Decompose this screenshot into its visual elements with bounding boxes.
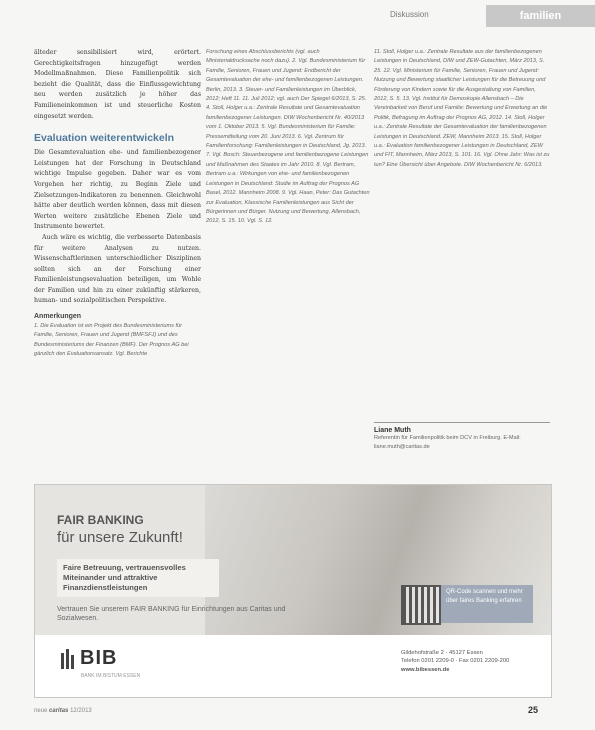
footer-text: neue xyxy=(34,708,48,714)
divider xyxy=(374,422,550,423)
author-name: Liane Muth xyxy=(374,427,411,434)
contact-line: Telefon 0201 2209-0 · Fax 0201 2209-200 xyxy=(401,658,510,665)
ad-headline: FAIR BANKING xyxy=(57,513,144,527)
ad-callout: QR-Code scannen und mehr über faires Banking erfahren xyxy=(441,585,533,623)
contact-block xyxy=(401,649,509,674)
ad-box: Faire Betreuung, vertrauensvolles Miteinander und attraktive Finanzdienstleistungen xyxy=(57,559,219,597)
column-2 xyxy=(206,48,370,227)
footer-issue: 12/2013 xyxy=(70,708,92,714)
footer-brand: caritas xyxy=(49,708,69,714)
bib-logo-icon xyxy=(61,649,75,669)
notes-heading: Anmerkungen xyxy=(34,313,82,321)
page-number: 25 xyxy=(528,705,539,715)
section-tab: familien xyxy=(486,5,595,27)
bib-logo xyxy=(61,647,117,670)
website-link[interactable]: www.bibessen.de xyxy=(401,666,450,673)
footnotes: Forschung eines Abschlussberichts (vgl. auch Ministerialdrucksache noch dazu). 2. Vgl. Bundesministerium für Familie, Senioren, Frauen und Jugend: Endbericht der Gesamtevaluation der ehe- und familienbezogenen Leistungen. Berlin, 2013. 3. Steuer- und Familienleistungen im Überblick, 2012; Heft 11. 11. Juli 2012; vgl. auch Der Spiegel 6/2013, S. 25. 4. Stoll, Holger u.a.: Zentrale Resultate und Gesamtevaluation familienbezogener Leistungen. DIW Wochenbericht Nr. 40/2013 vom 1. Oktober 2013. 5. Vgl. Bundesministerium für Familie: Pressemitteilung vom 20. Juni 2013. 6. Vgl. Zentrum für Familienforschung: Familienleistungen in Deutschland, Jg. 2013. 7. Vgl. Bosch: Steuerbezogene und familienbezogene Leistungen und Maßnahmen des Staates im Jahr 2010. 8. Vgl. Bertram, Bertram u.a.: Wirkungen von ehe- und familienbezogenen Leistungen in Deutschland: Studie im Auftrag der Prognos AG Basel, 2012. Mannheim 2008. 9. Vgl. Haan, Peter: Das Gutachten zur Evaluation, Klassische Familienleistungen aus Sicht der Bürgerinnen und Bürger. Nutzung und Bewertung, Allensbach, 2012, S. 15. 10. Vgl. S. 12. xyxy=(206,49,370,225)
advertisement[interactable] xyxy=(34,484,552,698)
contact-line: Gildehofstraße 2 · 45127 Essen xyxy=(401,650,483,656)
column-1 xyxy=(34,48,201,360)
author-bio: Referentin für Familienpolitik beim DCV in Freiburg. E-Mail: liane.muth@caritas.de xyxy=(374,435,521,450)
footnotes: 11. Stoll, Holger u.a.: Zentrale Resultate aus der familienbezogenen Leistungen in Deutschland, DIW und ZEW-Gutachten, März 2013, S. 25. 12. Vgl. Ministerium für Familie, Senioren, Frauen und Jugend: Nutzung und Bewertung staatlicher Leistungen für die Betreuung und Förderung von Kindern sowie für die Ausgestaltung von Familien, 2012, S. 5. 13. Vgl. Institut für Demoskopie Allensbach – Die Vereinbarkeit von Beruf und Familie: Bewertung und Erwartung an die Politik, Befragung im Auftrag der Prognos AG, 2012. 14. Stoll, Holger u.a.: Zentrale Resultate der Gesamtevaluation der familienbezogenen Leistungen in Deutschland. ZEW, Mannheim 2013. 15. Stoll, Holger u.a.: Evaluation familienbezogener Leistungen in Deutschland, ZEW und FIT, Mannheim, März 2013, S. 101. 16. Vgl. Ohne Jahr: Was ist zu tun? Eine Übersicht über Angebote. DIW Wochenbericht Nr. 6/2013. xyxy=(374,49,550,168)
column-3 xyxy=(374,48,550,170)
bib-wordmark: BIB xyxy=(80,647,118,669)
paragraph: Die Gesamtevaluation ehe- und familienbezogener Leistungen hat der Forschung in Deutschland wichtige Impulse gegeben. Daher war es vom Vorgehen her richtig, zu Beginn Ziele und Zielsetzungen-Indikatoren zu benennen. Gleichwohl hätte aber deutlich werden können, dass mit diesen Werten weitere zusätzliche Ebenen Ziele und Instrumente bewertet. xyxy=(34,149,201,231)
paragraph: Auch wäre es wichtig, die verbesserte Datenbasis für weitere Analysen zu nutzen. Wissenschaftlerinnen unterschiedlicher Disziplinen sollten sich an der Forschung einer Familienleistungsevaluation beteiligen, um Wohle der Familien und hin zu einer zukünftig stärkeren, human- und sozialpolitischen Perspektive. xyxy=(34,233,201,305)
bib-tagline: BANK IM BISTUM ESSEN xyxy=(81,673,141,679)
paragraph: älteder sensibilisiert wird, erörtert. Gerechtigkeitsfragen hinzugefügt werden Modellmaßnahmen. Diese Familienpolitik sich bezieht die Qualität, dass die Einflussgewichtung neu werden zusätzlich je höher das Familieneinkommen ist und steuerliche Kosten eingesetzt werden. xyxy=(34,49,201,120)
footnote: 1. Die Evaluation ist ein Projekt des Bundesministeriums für Familie, Senioren, Frauen und Jugend (BMFSFJ) und des Bundesministeriums der Finanzen (BMF). Der Prognos AG bei gänzlich den Evaluationsansatz. Vgl. Berichte xyxy=(34,323,189,358)
ad-text: Vertrauen Sie unserem FAIR BANKING für Einrichtungen aus Caritas und Sozialwesen. xyxy=(57,606,286,622)
section-label: Diskussion xyxy=(390,10,429,19)
ad-footer xyxy=(35,635,551,697)
author-box xyxy=(374,422,550,452)
page-footer xyxy=(34,708,92,714)
qr-code-icon[interactable] xyxy=(401,585,441,625)
section-heading: Evaluation weiterentwickeln xyxy=(34,132,175,145)
ad-subline: für unsere Zukunft! xyxy=(57,529,183,546)
